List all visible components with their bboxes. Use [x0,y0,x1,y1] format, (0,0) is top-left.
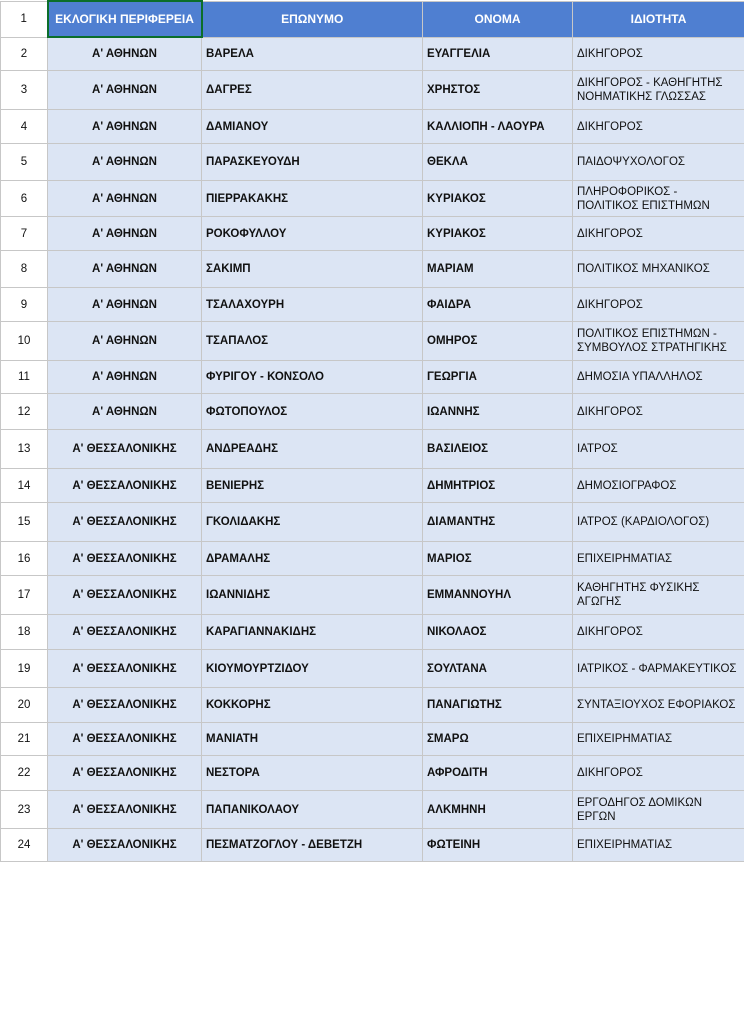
table-row [1,791,744,829]
region-cell[interactable]: Α' ΑΘΗΝΩΝ [48,181,202,217]
surname-cell[interactable]: ΦΥΡΙΓΟΥ - ΚΟΝΣΟΛΟ [202,361,423,394]
surname-cell[interactable]: ΓΚΟΛΙΔΑΚΗΣ [202,503,423,542]
name-cell[interactable]: ΕΜΜΑΝΝΟΥΗΛ [423,576,573,615]
row-number-cell[interactable]: 7 [1,217,48,251]
region-cell[interactable]: Α' ΘΕΣΣΑΛΟΝΙΚΗΣ [48,576,202,615]
surname-cell[interactable]: ΦΩΤΟΠΟΥΛΟΣ [202,394,423,430]
name-cell[interactable]: ΔΙΑΜΑΝΤΗΣ [423,503,573,542]
name-cell[interactable]: ΧΡΗΣΤΟΣ [423,71,573,110]
surname-cell[interactable]: ΤΣΑΠΑΛΟΣ [202,322,423,361]
region-cell[interactable]: Α' ΑΘΗΝΩΝ [48,217,202,251]
profession-cell[interactable]: ΔΗΜΟΣΙΟΓΡΑΦΟΣ [573,469,744,503]
profession-cell[interactable]: ΙΑΤΡΟΣ [573,430,744,469]
row-number-cell[interactable]: 22 [1,756,48,791]
surname-cell[interactable]: ΔΑΓΡΕΣ [202,71,423,110]
region-cell[interactable]: Α' ΘΕΣΣΑΛΟΝΙΚΗΣ [48,615,202,650]
profession-cell[interactable]: ΔΗΜΟΣΙΑ ΥΠΑΛΛΗΛΟΣ [573,361,744,394]
profession-cell[interactable]: ΠΟΛΙΤΙΚΟΣ ΕΠΙΣΤΗΜΩΝ - ΣΥΜΒΟΥΛΟΣ ΣΤΡΑΤΗΓΙΚΗΣ [573,322,744,361]
name-cell[interactable]: ΜΑΡΙΑΜ [423,251,573,288]
name-cell[interactable]: ΚΑΛΛΙΟΠΗ - ΛΑΟΥΡΑ [423,110,573,144]
name-cell[interactable]: ΜΑΡΙΟΣ [423,542,573,576]
row-number-cell[interactable]: 9 [1,288,48,322]
name-cell[interactable]: ΣΜΑΡΩ [423,723,573,756]
name-cell[interactable]: ΑΦΡΟΔΙΤΗ [423,756,573,791]
surname-cell[interactable]: ΔΡΑΜΑΛΗΣ [202,542,423,576]
region-cell[interactable]: Α' ΘΕΣΣΑΛΟΝΙΚΗΣ [48,829,202,862]
header-row [1,1,744,37]
row-number-cell[interactable]: 5 [1,144,48,181]
surname-cell[interactable]: ΣΑΚΙΜΠ [202,251,423,288]
surname-cell[interactable]: ΠΙΕΡΡΑΚΑΚΗΣ [202,181,423,217]
profession-cell[interactable]: ΠΛΗΡΟΦΟΡΙΚΟΣ - ΠΟΛΙΤΙΚΟΣ ΕΠΙΣΤΗΜΩΝ [573,181,744,217]
profession-cell[interactable]: ΔΙΚΗΓΟΡΟΣ [573,110,744,144]
row-number-cell[interactable]: 24 [1,829,48,862]
row-number-header[interactable]: 1 [1,1,48,37]
region-cell[interactable]: Α' ΘΕΣΣΑΛΟΝΙΚΗΣ [48,469,202,503]
name-cell[interactable]: ΙΩΑΝΝΗΣ [423,394,573,430]
surname-cell[interactable]: ΔΑΜΙΑΝΟΥ [202,110,423,144]
profession-cell[interactable]: ΣΥΝΤΑΞΙΟΥΧΟΣ ΕΦΟΡΙΑΚΟΣ [573,688,744,723]
table-row [1,688,744,723]
surname-cell[interactable]: ΒΑΡΕΛΑ [202,37,423,71]
name-cell[interactable]: ΦΑΙΔΡΑ [423,288,573,322]
row-number-cell[interactable]: 15 [1,503,48,542]
table-row [1,217,744,251]
profession-cell[interactable]: ΕΠΙΧΕΙΡΗΜΑΤΙΑΣ [573,829,744,862]
table-row [1,723,744,756]
profession-cell[interactable]: ΠΟΛΙΤΙΚΟΣ ΜΗΧΑΝΙΚΟΣ [573,251,744,288]
region-cell[interactable]: Α' ΘΕΣΣΑΛΟΝΙΚΗΣ [48,791,202,829]
region-cell[interactable]: Α' ΑΘΗΝΩΝ [48,110,202,144]
row-number-cell[interactable]: 10 [1,322,48,361]
surname-cell[interactable]: ΒΕΝΙΕΡΗΣ [202,469,423,503]
name-cell[interactable]: ΣΟΥΛΤΑΝΑ [423,650,573,688]
profession-cell[interactable]: ΙΑΤΡΟΣ (ΚΑΡΔΙΟΛΟΓΟΣ) [573,503,744,542]
table-row [1,144,744,181]
surname-cell[interactable]: ΤΣΑΛΑΧΟΥΡΗ [202,288,423,322]
region-cell[interactable]: Α' ΑΘΗΝΩΝ [48,37,202,71]
name-cell[interactable]: ΝΙΚΟΛΑΟΣ [423,615,573,650]
profession-cell[interactable]: ΕΠΙΧΕΙΡΗΜΑΤΙΑΣ [573,723,744,756]
name-cell[interactable]: ΒΑΣΙΛΕΙΟΣ [423,430,573,469]
surname-cell[interactable]: ΜΑΝΙΑΤΗ [202,723,423,756]
row-number-cell[interactable]: 12 [1,394,48,430]
table-row [1,503,744,542]
region-cell[interactable]: Α' ΑΘΗΝΩΝ [48,71,202,110]
row-number-cell[interactable]: 23 [1,791,48,829]
profession-cell[interactable]: ΚΑΘΗΓΗΤΗΣ ΦΥΣΙΚΗΣ ΑΓΩΓΗΣ [573,576,744,615]
surname-cell[interactable]: ΡΟΚΟΦΥΛΛΟΥ [202,217,423,251]
table-row [1,322,744,361]
region-cell[interactable]: Α' ΑΘΗΝΩΝ [48,361,202,394]
surname-cell[interactable]: ΑΝΔΡΕΑΔΗΣ [202,430,423,469]
table-row [1,542,744,576]
table-row [1,251,744,288]
header-surname-cell[interactable]: ΕΠΩΝΥΜΟ [202,1,423,37]
name-cell[interactable]: ΦΩΤΕΙΝΗ [423,829,573,862]
profession-cell[interactable]: ΠΑΙΔΟΨΥΧΟΛΟΓΟΣ [573,144,744,181]
name-cell[interactable]: ΘΕΚΛΑ [423,144,573,181]
table-row [1,110,744,144]
name-cell[interactable]: ΠΑΝΑΓΙΩΤΗΣ [423,688,573,723]
row-number-cell[interactable]: 8 [1,251,48,288]
row-number-cell[interactable]: 17 [1,576,48,615]
surname-cell[interactable]: ΙΩΑΝΝΙΔΗΣ [202,576,423,615]
surname-cell[interactable]: ΠΕΣΜΑΤΖΟΓΛΟΥ - ΔΕΒΕΤΖΗ [202,829,423,862]
row-number-cell[interactable]: 4 [1,110,48,144]
table-row [1,650,744,688]
name-cell[interactable]: ΚΥΡΙΑΚΟΣ [423,217,573,251]
row-number-cell[interactable]: 14 [1,469,48,503]
table-row [1,829,744,862]
name-cell[interactable]: ΟΜΗΡΟΣ [423,322,573,361]
name-cell[interactable]: ΓΕΩΡΓΙΑ [423,361,573,394]
table-row [1,394,744,430]
profession-cell[interactable]: ΔΙΚΗΓΟΡΟΣ [573,756,744,791]
table-row [1,37,744,71]
surname-cell[interactable]: ΠΑΡΑΣΚΕΥΟΥΔΗ [202,144,423,181]
row-number-cell[interactable]: 18 [1,615,48,650]
region-cell[interactable]: Α' ΘΕΣΣΑΛΟΝΙΚΗΣ [48,430,202,469]
profession-cell[interactable]: ΕΡΓΟΔΗΓΟΣ ΔΟΜΙΚΩΝ ΕΡΓΩΝ [573,791,744,829]
profession-cell[interactable]: ΔΙΚΗΓΟΡΟΣ - ΚΑΘΗΓΗΤΗΣ ΝΟΗΜΑΤΙΚΗΣ ΓΛΩΣΣΑΣ [573,71,744,110]
profession-cell[interactable]: ΔΙΚΗΓΟΡΟΣ [573,288,744,322]
row-number-cell[interactable]: 16 [1,542,48,576]
region-cell[interactable]: Α' ΑΘΗΝΩΝ [48,394,202,430]
row-number-cell[interactable]: 11 [1,361,48,394]
region-cell[interactable]: Α' ΘΕΣΣΑΛΟΝΙΚΗΣ [48,688,202,723]
name-cell[interactable]: ΕΥΑΓΓΕΛΙΑ [423,37,573,71]
surname-cell[interactable]: ΚΙΟΥΜΟΥΡΤΖΙΔΟΥ [202,650,423,688]
row-number-cell[interactable]: 2 [1,37,48,71]
table-row [1,430,744,469]
row-number-cell[interactable]: 20 [1,688,48,723]
table-row [1,288,744,322]
table-row [1,181,744,217]
row-number-cell[interactable]: 13 [1,430,48,469]
table-row [1,615,744,650]
row-number-cell[interactable]: 19 [1,650,48,688]
spreadsheet-body [1,1,744,862]
profession-cell[interactable]: ΔΙΚΗΓΟΡΟΣ [573,394,744,430]
header-region-cell[interactable]: ΕΚΛΟΓΙΚΗ ΠΕΡΙΦΕΡΕΙΑ [48,1,202,37]
region-cell[interactable]: Α' ΑΘΗΝΩΝ [48,251,202,288]
region-cell[interactable]: Α' ΑΘΗΝΩΝ [48,288,202,322]
region-cell[interactable]: Α' ΘΕΣΣΑΛΟΝΙΚΗΣ [48,503,202,542]
name-cell[interactable]: ΚΥΡΙΑΚΟΣ [423,181,573,217]
profession-cell[interactable]: ΔΙΚΗΓΟΡΟΣ [573,615,744,650]
row-number-cell[interactable]: 3 [1,71,48,110]
surname-cell[interactable]: ΚΟΚΚΟΡΗΣ [202,688,423,723]
profession-cell[interactable]: ΙΑΤΡΙΚΟΣ - ΦΑΡΜΑΚΕΥΤΙΚΟΣ [573,650,744,688]
region-cell[interactable]: Α' ΘΕΣΣΑΛΟΝΙΚΗΣ [48,756,202,791]
surname-cell[interactable]: ΝΕΣΤΟΡΑ [202,756,423,791]
table-row [1,576,744,615]
region-cell[interactable]: Α' ΑΘΗΝΩΝ [48,322,202,361]
surname-cell[interactable]: ΠΑΠΑΝΙΚΟΛΑΟΥ [202,791,423,829]
table-row [1,469,744,503]
table-row [1,756,744,791]
profession-cell[interactable]: ΔΙΚΗΓΟΡΟΣ [573,217,744,251]
name-cell[interactable]: ΔΗΜΗΤΡΙΟΣ [423,469,573,503]
region-cell[interactable]: Α' ΘΕΣΣΑΛΟΝΙΚΗΣ [48,542,202,576]
region-cell[interactable]: Α' ΘΕΣΣΑΛΟΝΙΚΗΣ [48,723,202,756]
table-row [1,361,744,394]
header-profession-cell[interactable]: ΙΔΙΟΤΗΤΑ [573,1,744,37]
row-number-cell[interactable]: 21 [1,723,48,756]
surname-cell[interactable]: ΚΑΡΑΓΙΑΝΝΑΚΙΔΗΣ [202,615,423,650]
profession-cell[interactable]: ΕΠΙΧΕΙΡΗΜΑΤΙΑΣ [573,542,744,576]
name-cell[interactable]: ΑΛΚΜΗΝΗ [423,791,573,829]
header-name-cell[interactable]: ΟΝΟΜΑ [423,1,573,37]
profession-cell[interactable]: ΔΙΚΗΓΟΡΟΣ [573,37,744,71]
region-cell[interactable]: Α' ΑΘΗΝΩΝ [48,144,202,181]
row-number-cell[interactable]: 6 [1,181,48,217]
region-cell[interactable]: Α' ΘΕΣΣΑΛΟΝΙΚΗΣ [48,650,202,688]
table-row [1,71,744,110]
